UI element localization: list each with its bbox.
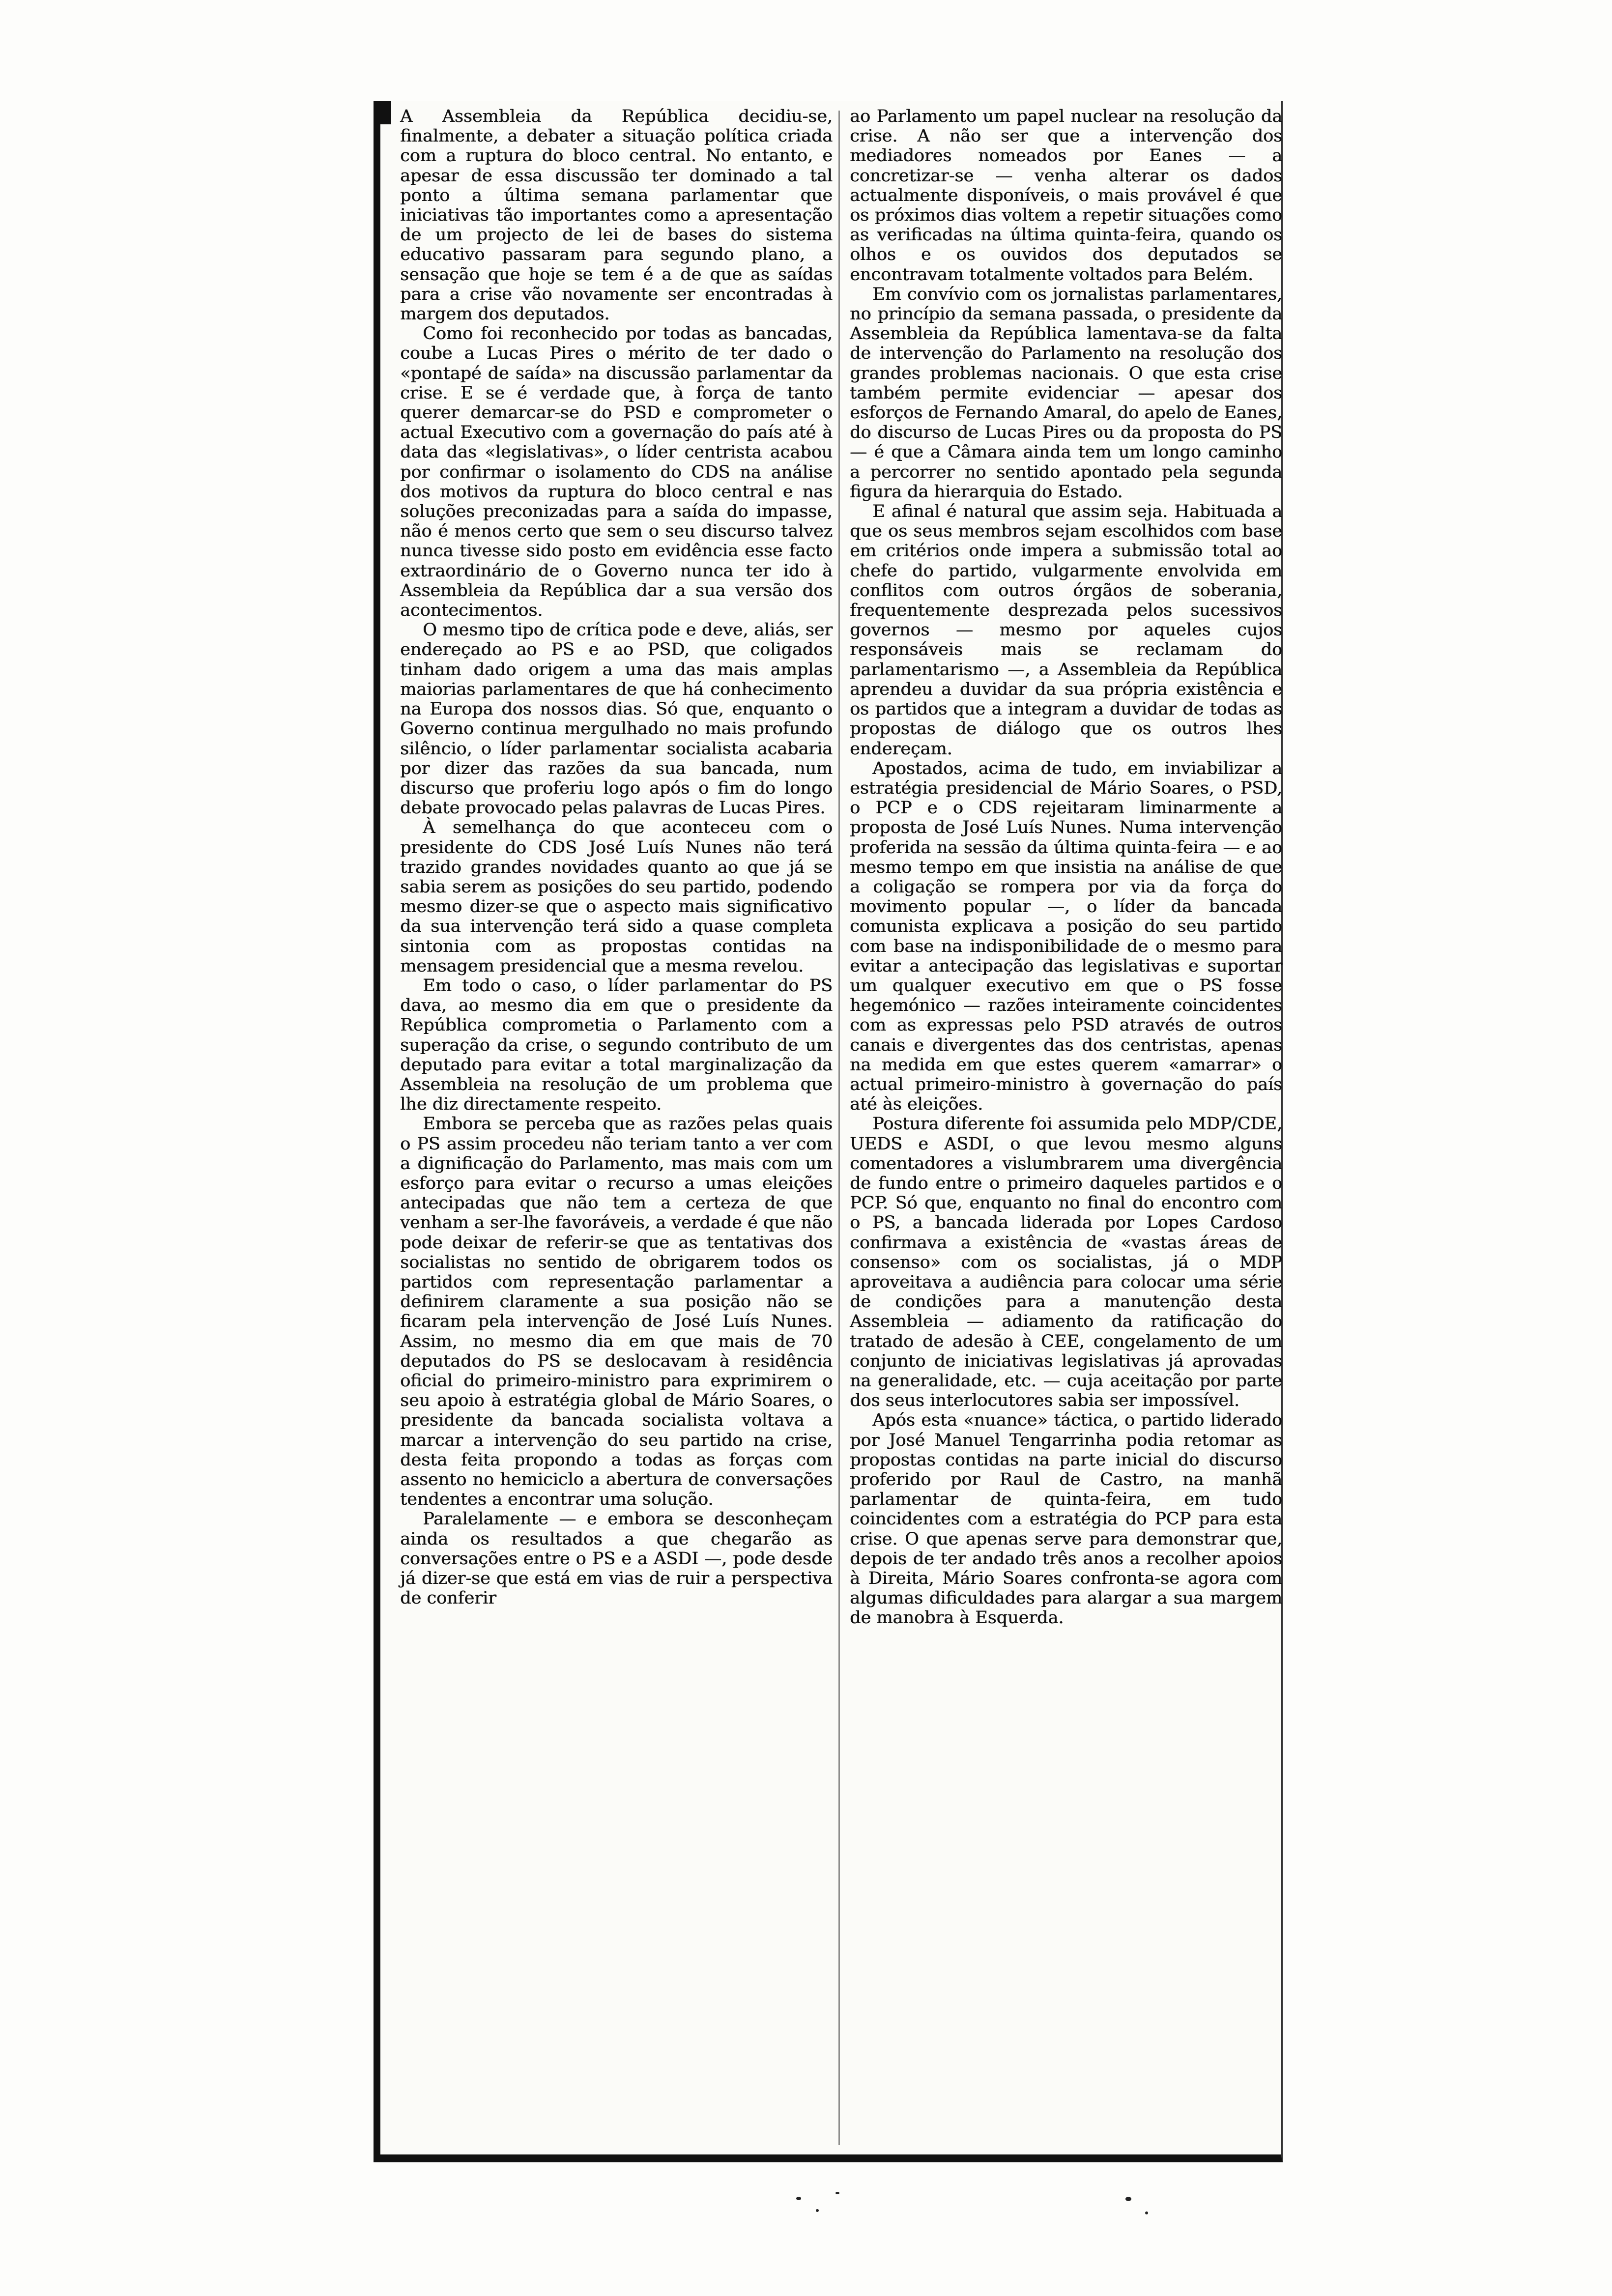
- paragraph: Como foi reconhecido por todas as bancadas, coube a Lucas Pires o mérito de ter dado o «pontapé de saída» na discussão parlamentar da crise. E se é verdade que, à força de tanto querer demarcar-se do PSD e comprometer o actual Executivo com a governação do país até à data das «legislativas», o líder centrista acabou por confirmar o isolamento do CDS na análise dos motivos da ruptura do bloco central e nas soluções preconizadas para a saída do impasse, não é menos certo que sem o seu discurso talvez nunca tivesse sido posto em evidência esse facto extraordinário de o Governo nunca ter ido à Assembleia da República dar a sua versão dos acontecimentos.: [400, 324, 833, 621]
- paragraph: Após esta «nuance» táctica, o partido liderado por José Manuel Tengarrinha podia retomar as propostas contidas na parte inicial do discurso proferido por Raul de Castro, na manhã parlamentar de quinta-feira, em tudo coincidentes com a estratégia do PCP para esta crise. O que apenas serve para demonstrar que, depois de ter andado três anos a recolher apoios à Direita, Mário Soares confronta-se agora com algumas dificuldades para alargar a sua margem de manobra à Esquerda.: [850, 1410, 1282, 1628]
- paragraph: O mesmo tipo de crítica pode e deve, aliás, ser endereçado ao PS e ao PSD, que coligados tinham dado origem a uma das mais amplas maiorias parlamentares de que há conhecimento na Europa dos nossos dias. Só que, enquanto o Governo continua mergulhado no mais profundo silêncio, o líder parlamentar socialista acabaria por dizer das razões da sua bancada, num discurso que proferiu logo após o fim do longo debate provocado pelas palavras de Lucas Pires.: [400, 620, 833, 818]
- paragraph: À semelhança do que aconteceu com o presidente do CDS José Luís Nunes não terá trazido grandes novidades quanto ao que já se sabia serem as posições do seu partido, podendo mesmo dizer-se que o aspecto mais significativo da sua intervenção terá sido a quase completa sintonia com as propostas contidas na mensagem presidencial que a mesma revelou.: [400, 818, 833, 976]
- newspaper-clipping: [374, 101, 1283, 2162]
- scan-speck: [816, 2209, 819, 2212]
- paragraph: E afinal é natural que assim seja. Habituada a que os seus membros sejam escolhidos com base em critérios onde impera a submissão total ao chefe do partido, vulgarmente envolvida em conflitos com outros órgãos de soberania, frequentemente desprezada pelos sucessivos governos — mesmo por aqueles cujos responsáveis mais se reclamam do parlamentarismo —, a Assembleia da República aprendeu a duvidar da sua própria existência e os partidos que a integram a duvidar de todas as propostas de diálogo que os outros lhes endereçam.: [850, 502, 1282, 759]
- scan-speck: [835, 2192, 839, 2194]
- scan-speck: [1145, 2211, 1148, 2214]
- clipping-edge-mark: [380, 101, 391, 124]
- paragraph: Apostados, acima de tudo, em inviabilizar a estratégia presidencial de Mário Soares, o PSD, o PCP e o CDS rejeitaram liminarmente a proposta de José Luís Nunes. Numa intervenção proferida na sessão da última quinta-feira — e ao mesmo tempo em que insistia na análise de que a coligação se rompera por via da força do movimento popular —, o líder da bancada comunista explicava a posição do seu partido com base na indisponibilidade de o mesmo para evitar a antecipação das legislativas e suportar um qualquer executivo em que o PS fosse hegemónico — razões inteiramente coincidentes com as expressas pelo PSD através de outros canais e divergentes das dos centristas, apenas na medida em que estes querem «amarrar» o actual primeiro-ministro à governação do país até às eleições.: [850, 758, 1282, 1115]
- paragraph: Em todo o caso, o líder parlamentar do PS dava, ao mesmo dia em que o presidente da República comprometia o Parlamento com a superação da crise, o segundo contributo de um deputado para evitar a total marginalização da Assembleia na resolução de um problema que lhe diz directamente respeito.: [400, 976, 833, 1115]
- paragraph: Em convívio com os jornalistas parlamentares, no princípio da semana passada, o presidente da Assembleia da República lamentava-se da falta de intervenção do Parlamento na resolução dos grandes problemas nacionais. O que esta crise também permite evidenciar — apesar dos esforços de Fernando Amaral, do apelo de Eanes, do discurso de Lucas Pires ou da proposta do PS — é que a Câmara ainda tem um longo caminho a percorrer no sentido apontado pela segunda figura da hierarquia do Estado.: [850, 284, 1282, 502]
- article-right-column: [850, 107, 1282, 1628]
- article-left-column: [400, 107, 833, 1608]
- paragraph: Postura diferente foi assumida pelo MDP/CDE, UEDS e ASDI, o que levou mesmo alguns comentadores a vislumbrarem uma divergência de fundo entre o primeiro daqueles partidos e o PCP. Só que, enquanto no final do encontro com o PS, a bancada liderada por Lopes Cardoso confirmava a existência de «vastas áreas de consenso» com os socialistas, já o MDP aproveitava a audiência para colocar uma série de condições para a manutenção desta Assembleia — adiamento da ratificação do tratado de adesão à CEE, congelamento de um conjunto de iniciativas legislativas já aprovadas na generalidade, etc. — cuja aceitação por parte dos seus interlocutores sabia ser impossível.: [850, 1114, 1282, 1411]
- scan-speck: [796, 2197, 801, 2200]
- paragraph: Paralelamente — e embora se desconheçam ainda os resultados a que chegarão as conversações entre o PS e a ASDI —, pode desde já dizer-se que está em vias de ruir a perspectiva de conferir: [400, 1509, 833, 1608]
- paragraph: A Assembleia da República decidiu-se, finalmente, a debater a situação política criada com a ruptura do bloco central. No entanto, e apesar de essa discussão ter dominado a tal ponto a última semana parlamentar que iniciativas tão importantes como a apresentação de um projecto de lei de bases do sistema educativo passaram para segundo plano, a sensação que hoje se tem é a de que as saídas para a crise vão novamente ser encontradas à margem dos deputados.: [400, 107, 833, 324]
- column-divider: [838, 111, 840, 2145]
- scan-speck: [1125, 2197, 1131, 2201]
- paragraph: Embora se perceba que as razões pelas quais o PS assim procedeu não teriam tanto a ver com a dignificação do Parlamento, mas mais com um esforço para evitar o recurso a umas eleições antecipadas que não tem a certeza de que venham a ser-lhe favoráveis, a verdade é que não pode deixar de referir-se que as tentativas dos socialistas no sentido de obrigarem todos os partidos com representação parlamentar a definirem claramente a sua posição não se ficaram pela intervenção de José Luís Nunes. Assim, no mesmo dia em que mais de 70 deputados do PS se deslocavam à residência oficial do primeiro-ministro para exprimirem o seu apoio à estratégia global de Mário Soares, o presidente da bancada socialista voltava a marcar a intervenção do seu partido na crise, desta feita propondo a todas as forças com assento no hemiciclo a abertura de conversações tendentes a encontrar uma solução.: [400, 1114, 833, 1510]
- paragraph: ao Parlamento um papel nuclear na resolução da crise. A não ser que a intervenção dos mediadores nomeados por Eanes — a concretizar-se — venha alterar os dados actualmente disponíveis, o mais provável é que os próximos dias voltem a repetir situações como as verificadas na última quinta-feira, quando os olhos e os ouvidos dos deputados se encontravam totalmente voltados para Belém.: [850, 107, 1282, 285]
